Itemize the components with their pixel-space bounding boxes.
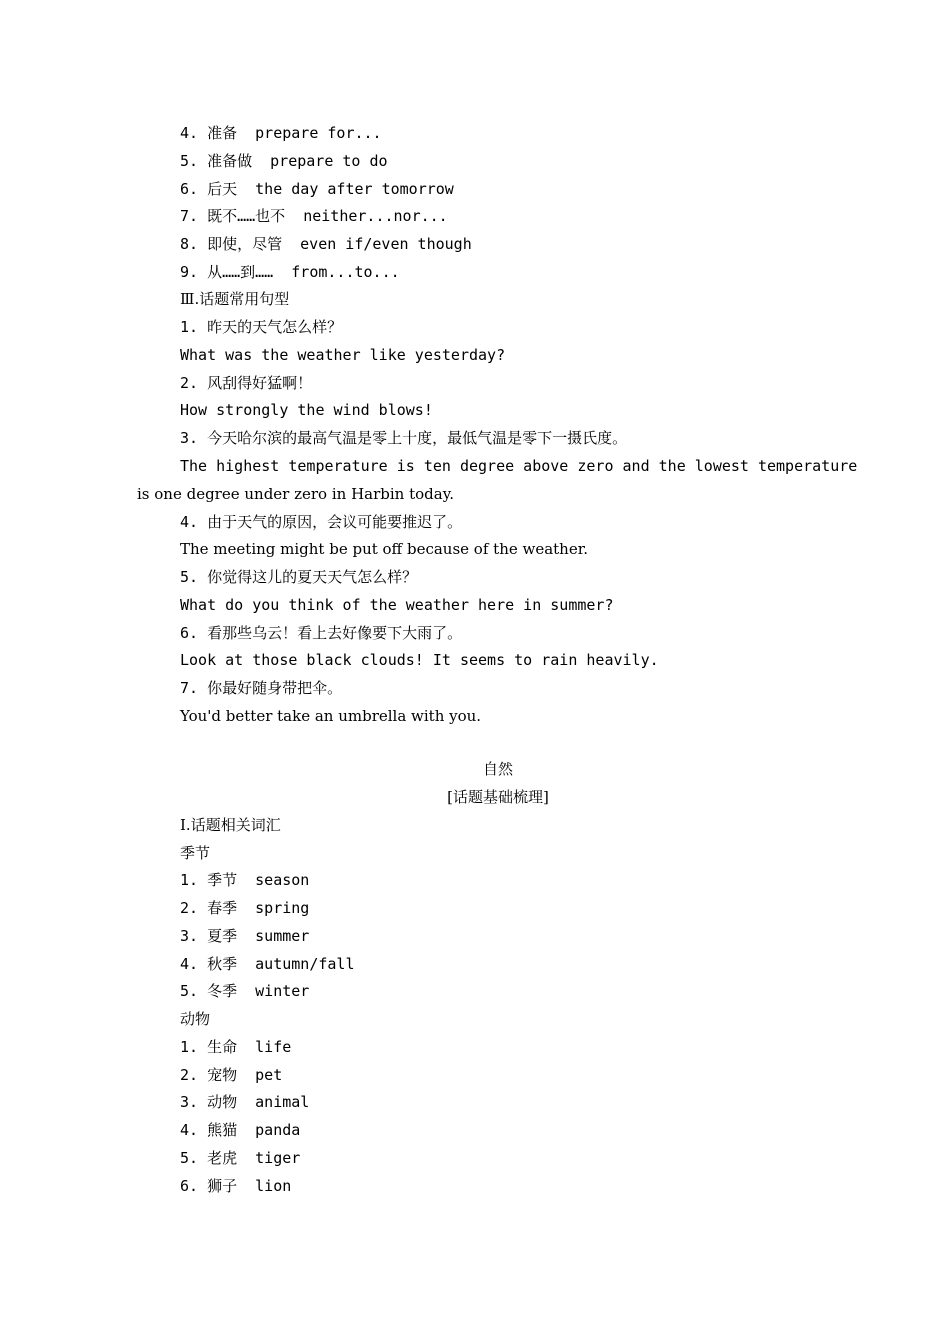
vocab-item: 7. 既不……也不 neither...nor... <box>180 207 448 225</box>
vocab-item: 6. 狮子 lion <box>180 1177 292 1195</box>
vocab-item: 4. 秋季 autumn/fall <box>180 955 355 973</box>
vocab-item: 8. 即使，尽管 even if/even though <box>180 235 472 253</box>
vocab-item: 6. 后天 the day after tomorrow <box>180 180 454 198</box>
sentence-cn: 4. 由于天气的原因，会议可能要推迟了。 <box>180 513 463 531</box>
nature-subtitle: [话题基础梳理] <box>447 788 549 806</box>
nature-title: 自然 <box>482 760 513 778</box>
sentence-cn: 3. 今天哈尔滨的最高气温是零上十度，最低气温是零下一摄氏度。 <box>180 429 628 447</box>
vocab-item: 5. 冬季 winter <box>180 982 310 1000</box>
sentence-en: You'd better take an umbrella with you. <box>180 707 482 725</box>
vocab-item: 5. 老虎 tiger <box>180 1149 301 1167</box>
sentence-cn: 6. 看那些乌云！看上去好像要下大雨了。 <box>180 624 463 642</box>
vocab-item: 5. 准备做 prepare to do <box>180 152 388 170</box>
vocab-item: 9. 从……到…… from...to... <box>180 263 400 281</box>
sentence-en: The meeting might be put off because of the weather. <box>180 540 589 558</box>
sentence-en: The highest temperature is ten degree above zero and the lowest temperature <box>180 457 858 475</box>
section-heading: Ⅰ.话题相关词汇 <box>180 816 281 834</box>
subsection-heading: 季节 <box>180 844 211 862</box>
sentence-cn: 2. 风刮得好猛啊！ <box>180 374 313 392</box>
vocab-item: 3. 夏季 summer <box>180 927 310 945</box>
sentence-en: What was the weather like yesterday? <box>180 346 506 364</box>
vocab-item: 3. 动物 animal <box>180 1093 310 1111</box>
vocab-item: 1. 季节 season <box>180 871 310 889</box>
sentence-en: How strongly the wind blows! <box>180 401 433 419</box>
vocab-item: 4. 准备 prepare for... <box>180 124 382 142</box>
sentence-en: What do you think of the weather here in summer? <box>180 596 614 614</box>
vocab-item: 2. 春季 spring <box>180 899 310 917</box>
subsection-heading: 动物 <box>180 1010 211 1028</box>
section-heading: Ⅲ.话题常用句型 <box>180 290 290 308</box>
sentence-en-continued: is one degree under zero in Harbin today. <box>137 485 454 503</box>
sentence-cn: 5. 你觉得这儿的夏天天气怎么样？ <box>180 568 418 586</box>
sentence-en: Look at those black clouds! It seems to rain heavily. <box>180 651 659 669</box>
sentence-cn: 1. 昨天的天气怎么样？ <box>180 318 343 336</box>
vocab-item: 2. 宠物 pet <box>180 1066 283 1084</box>
sentence-cn: 7. 你最好随身带把伞。 <box>180 679 343 697</box>
vocab-item: 4. 熊猫 panda <box>180 1121 301 1139</box>
vocab-item: 1. 生命 life <box>180 1038 292 1056</box>
